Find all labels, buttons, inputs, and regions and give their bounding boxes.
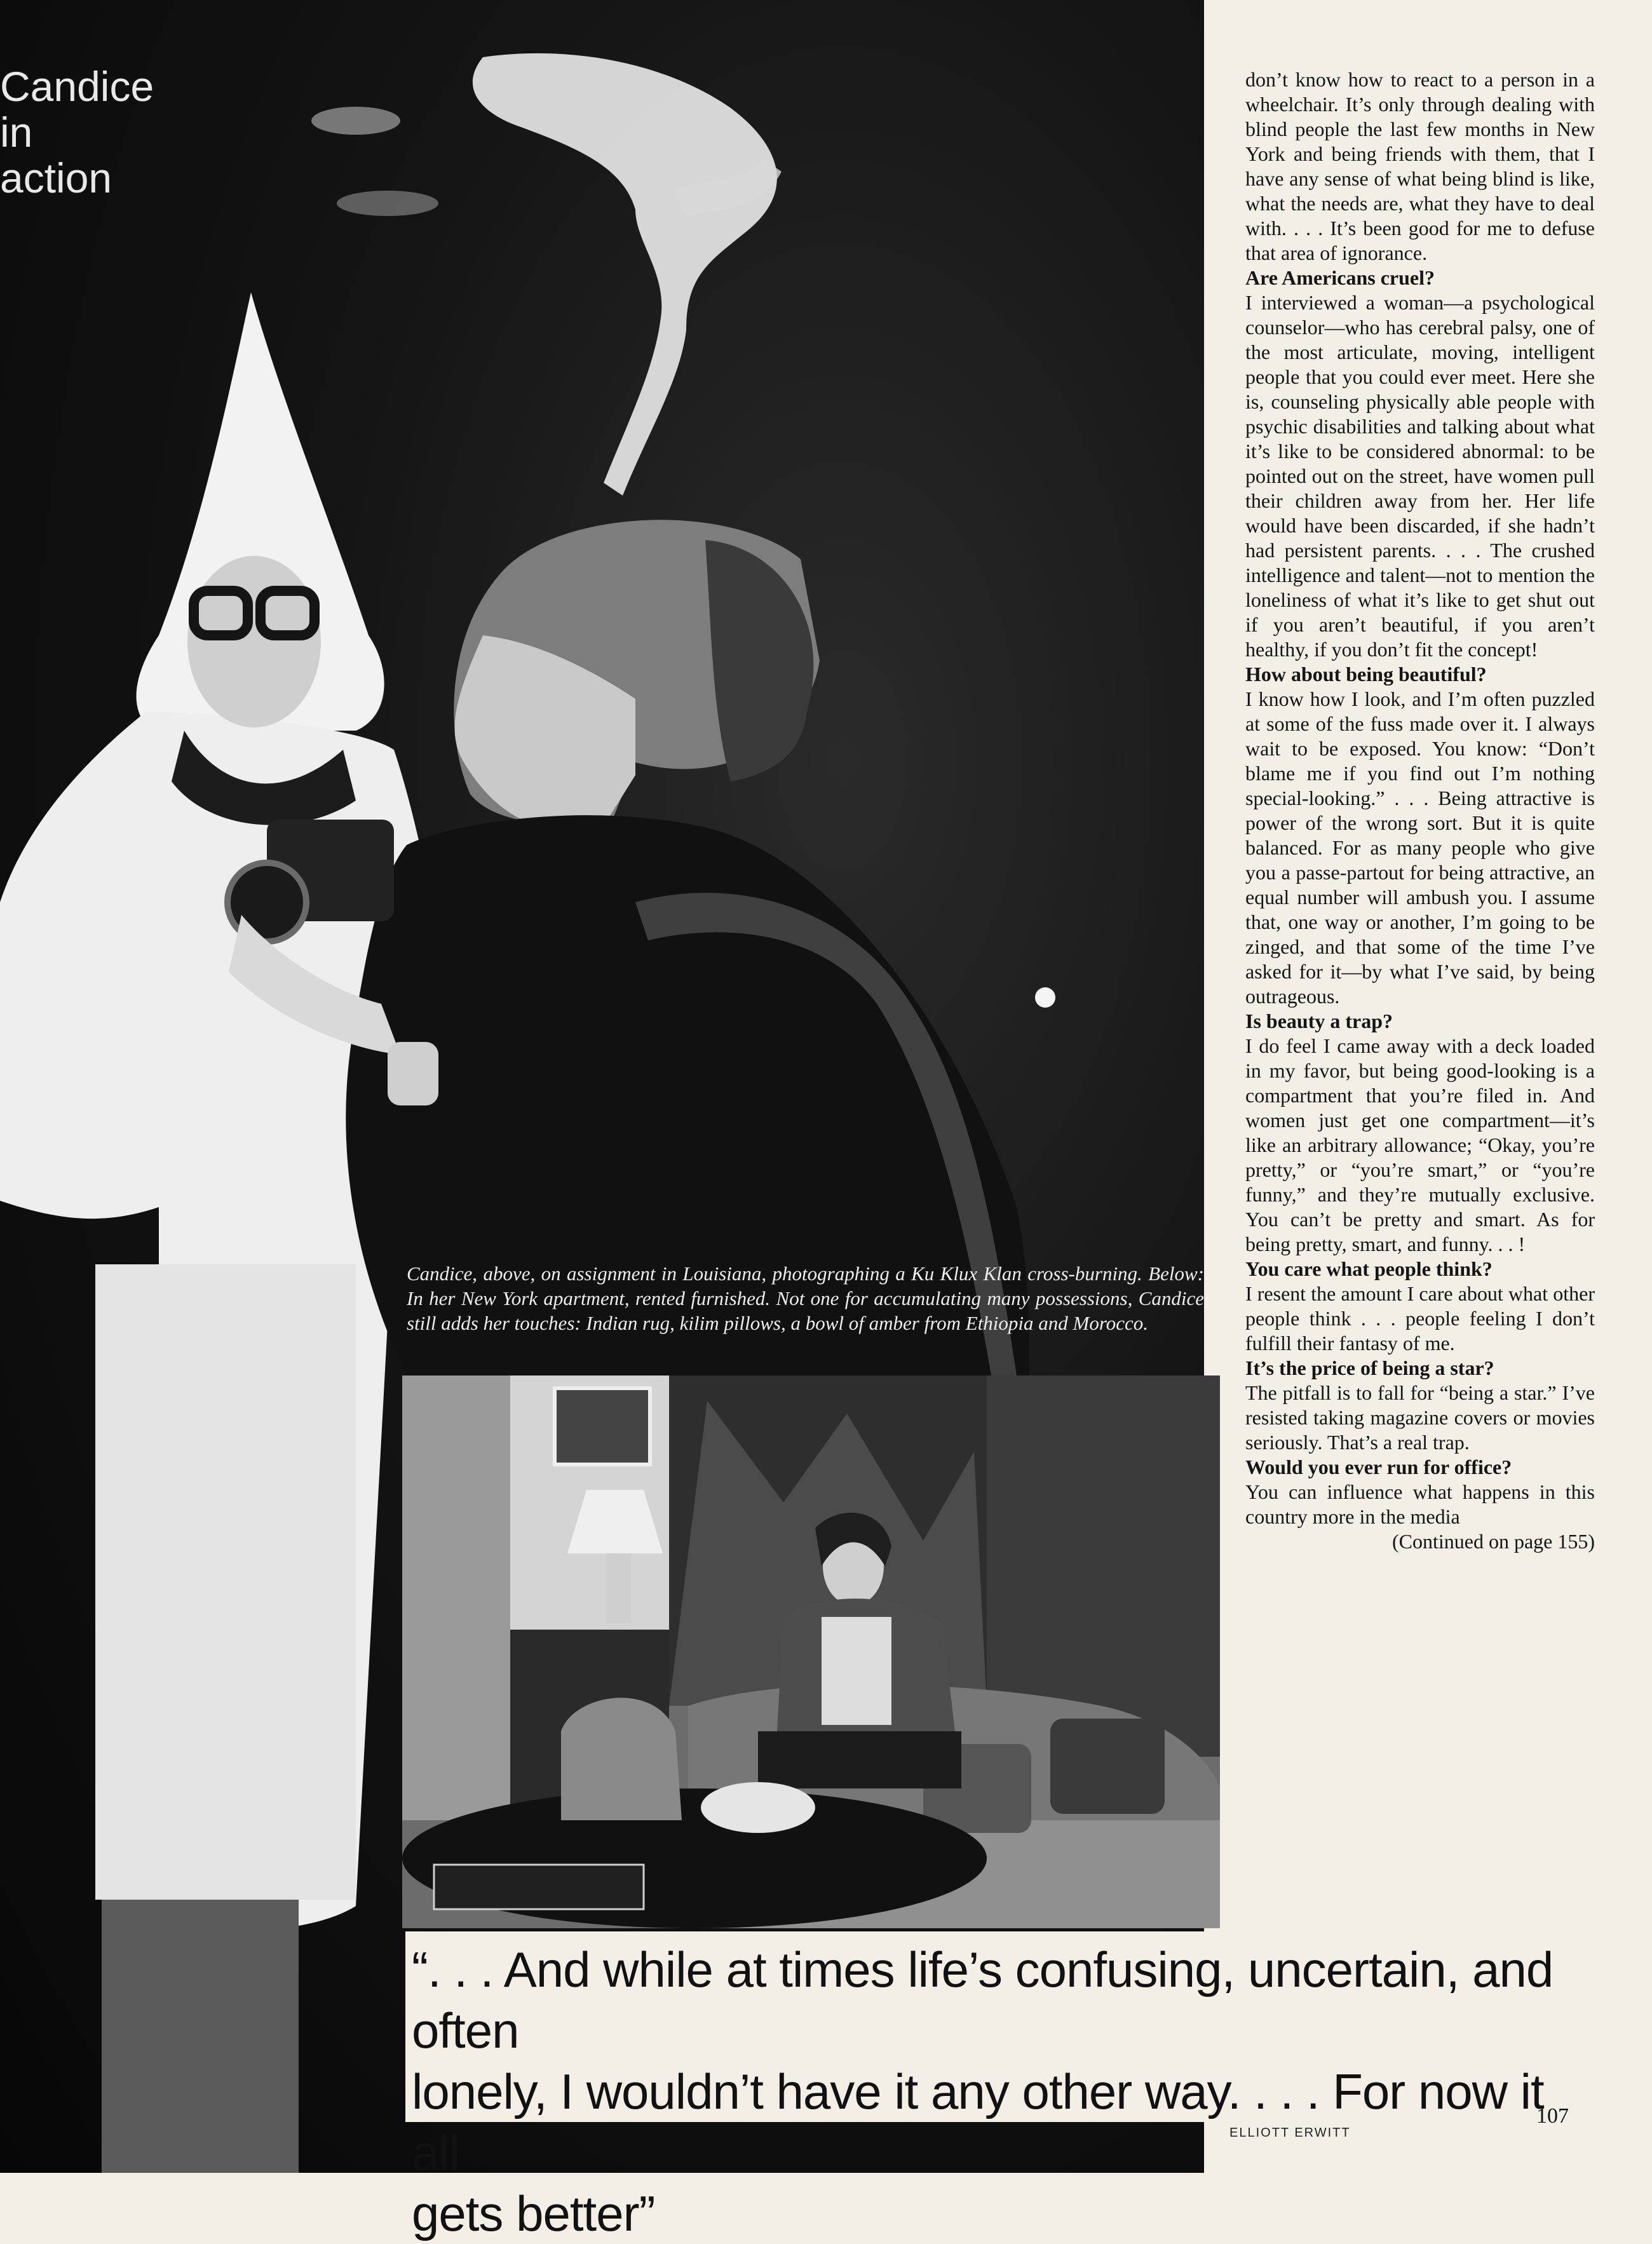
article-paragraph: I know how I look, and I’m often puzzled at some of the fuss made over it. I always wait to be exposed. You know: “Don’t blame me if you find out I’m nothing special-looking.” . . . Being attractive is power of the wrong sort. But it is quite balanced. For as many people who give you a passe-partout for being attractive, an equal number will ambush you. I assume that, one way or another, I’m going to be zinged, and that some of the time I’ve asked for it—by what I’ve said, by being outrageous. bbox=[1245, 687, 1595, 1008]
pull-quote-line: “. . . And while at times life’s confusing, uncertain, and often bbox=[412, 1942, 1554, 2058]
article-text bbox=[1245, 67, 1595, 1554]
section-heading-line: in bbox=[0, 109, 33, 156]
continued-note: (Continued on page 155) bbox=[1391, 1530, 1595, 1553]
interview-question: It’s the price of being a star? bbox=[1245, 1356, 1494, 1379]
interview-question: Is beauty a trap? bbox=[1245, 1010, 1393, 1032]
article-paragraph: I resent the amount I care about what other people think . . . people feeling I don’t fulfill their fantasy of me. bbox=[1245, 1282, 1595, 1355]
pull-quote-line: lonely, I wouldn’t have it any other way. . . . For now it all bbox=[412, 2064, 1544, 2180]
article-paragraph: You can influence what happens in this country more in the media bbox=[1245, 1480, 1595, 1528]
article-paragraph: I do feel I came away with a deck loaded in my favor, but being good-looking is a compartment that you’re filed in. And women just get one compartment—it’s like an arbitrary allowance; “Okay, you’re pretty,” or “you’re smart,” or “you’re funny,” and they’re mutually exclusive. You can’t be pretty and smart. As for being pretty, smart, and funny. . . ! bbox=[1245, 1034, 1595, 1255]
photo-caption: Candice, above, on assignment in Louisiana, photographing a Ku Klux Klan cross-burning. Below: In her New York apartment, rented furnished. Not one for accumulating many possessions, Candice still adds her touches: Indian rug, kilim pillows, a bowl of amber from Ethiopia and Morocco. bbox=[407, 1262, 1204, 1334]
apartment-photo-illustration bbox=[402, 1375, 1220, 1928]
interview-question: You care what people think? bbox=[1245, 1257, 1493, 1280]
article-paragraph: don’t know how to react to a person in a wheelchair. It’s only through dealing with blind people the last few months in New York and being friends with them, that I have any sense of what being blind is like, what the needs are, what they have to deal with. . . . It’s been good for me to defuse that area of ignorance. bbox=[1245, 68, 1595, 264]
article-paragraph: The pitfall is to fall for “being a star.” I’ve resisted taking magazine covers or movies seriously. That’s a real trap. bbox=[1245, 1381, 1595, 1454]
section-heading bbox=[0, 64, 203, 201]
interview-question: Would you ever run for office? bbox=[1245, 1456, 1512, 1478]
photo-credit: ELLIOTT ERWITT bbox=[1229, 2126, 1351, 2140]
interview-question: How about being beautiful? bbox=[1245, 663, 1487, 686]
section-heading-line: Candice bbox=[0, 63, 154, 110]
section-heading-line: action bbox=[0, 154, 112, 201]
article-paragraph: I interviewed a woman—a psychological counselor—who has cerebral palsy, one of the most articulate, moving, intelligent people that you could ever meet. Here she is, counseling physically able people with psychic disabilities and talking about what it’s like to be considered abnormal: to be pointed out on the street, have women pull their children away from her. Her life would have been discarded, if she hadn’t had persistent parents. . . . The crushed intelligence and talent—not to mention the loneliness of what it’s like to get shut out if you aren’t beautiful, if you aren’t healthy, if you don’t fit the concept! bbox=[1245, 291, 1595, 661]
page-number: 107 bbox=[1536, 2104, 1569, 2128]
interview-question: Are Americans cruel? bbox=[1245, 266, 1435, 289]
apartment-photograph bbox=[402, 1375, 1220, 1928]
pull-quote-line: gets better” bbox=[412, 2186, 655, 2241]
